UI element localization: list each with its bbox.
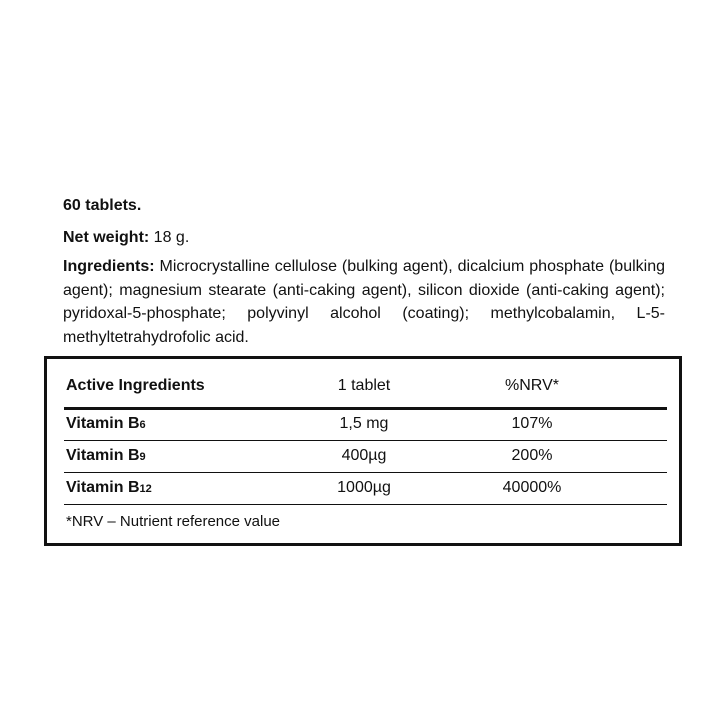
row-divider — [64, 440, 667, 441]
table-header-row — [64, 372, 664, 402]
table-row — [64, 474, 664, 504]
table-row — [64, 442, 664, 472]
ingredient-subscript: 6 — [139, 419, 146, 431]
ingredient-subscript: 9 — [139, 451, 146, 463]
net-weight-line — [63, 226, 189, 250]
ingredient-amount: 1,5 mg — [339, 415, 389, 432]
nutrition-table — [44, 356, 682, 546]
ingredient-amount: 1000µg — [337, 479, 391, 496]
header-nrv: %NRV* — [505, 377, 559, 394]
net-weight-label: Net weight: — [63, 229, 150, 246]
ingredient-name-text: Vitamin B — [66, 447, 140, 464]
tablet-count: 60 tablets. — [63, 197, 142, 214]
table-row — [64, 410, 664, 440]
ingredient-name-text: Vitamin B — [66, 479, 140, 496]
ingredient-name — [66, 415, 146, 433]
ingredient-nrv: 107% — [511, 415, 553, 432]
ingredient-subscript: 12 — [139, 483, 152, 495]
row-divider — [64, 472, 667, 473]
ingredient-amount: 400µg — [341, 447, 387, 464]
header-per-tablet: 1 tablet — [337, 377, 391, 394]
ingredients-text: Microcrystalline cellulose (bulking agent), dicalcium phosphate (bulking agent); magnesium stearate (anti-caking agent), silicon dioxide (anti-caking agent); pyridoxal-5-phosphate; polyvinyl alcohol (coating); methylcobalamin, L-5-methyltetrahydrofolic acid. — [63, 258, 665, 346]
header-active-ingredients: Active Ingredients — [66, 377, 205, 394]
nrv-footnote: *NRV – Nutrient reference value — [66, 513, 280, 530]
ingredients-label: Ingredients: — [63, 258, 155, 275]
ingredient-nrv: 40000% — [502, 479, 562, 496]
row-divider — [64, 504, 667, 505]
ingredient-nrv: 200% — [511, 447, 553, 464]
net-weight-value: 18 g. — [153, 229, 190, 246]
ingredient-name — [66, 479, 152, 497]
ingredient-name — [66, 447, 146, 465]
ingredients-paragraph — [63, 255, 665, 349]
ingredient-name-text: Vitamin B — [66, 415, 140, 432]
